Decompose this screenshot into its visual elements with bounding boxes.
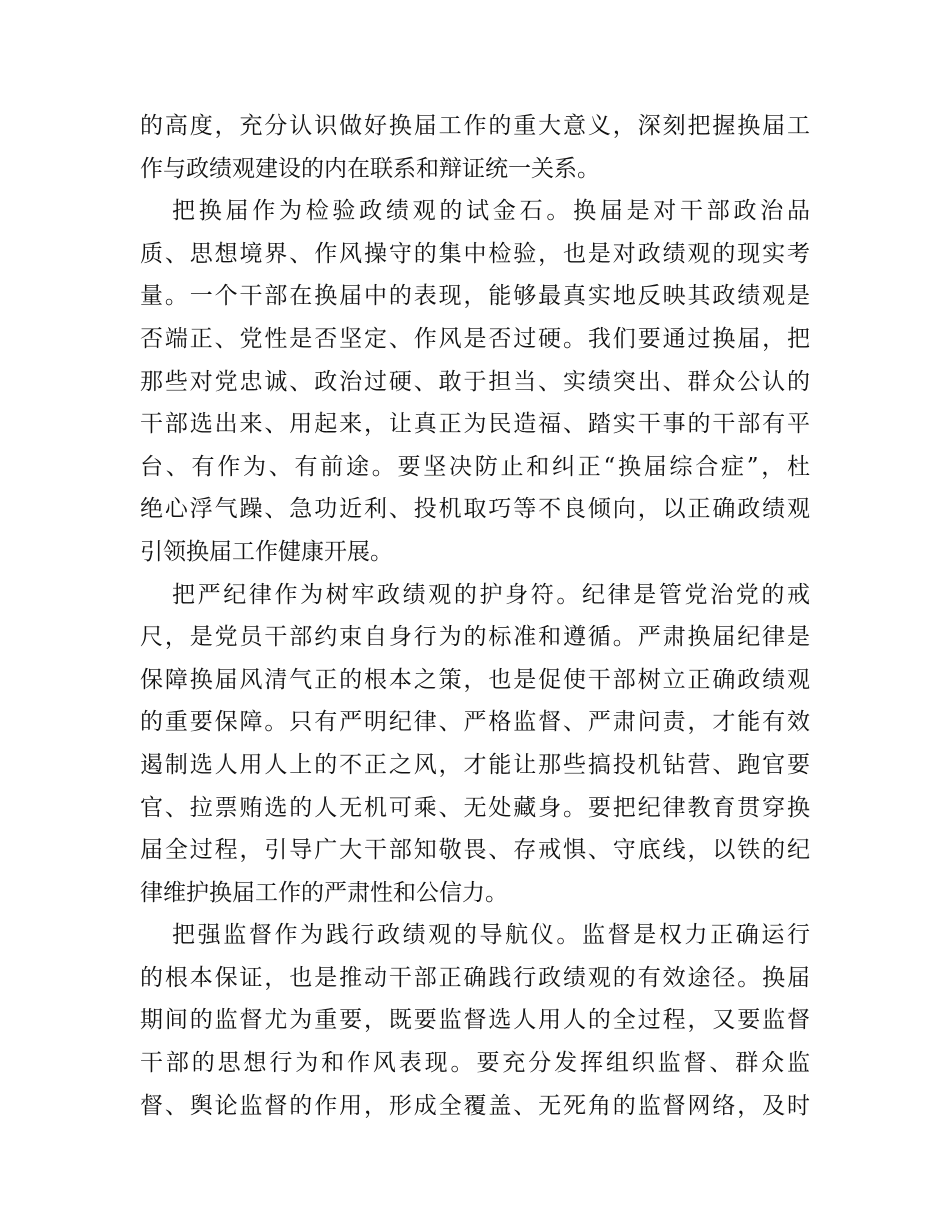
text-line: 绝心浮气躁、急功近利、投机取巧等不良倾向，以正确政绩观	[140, 496, 810, 523]
text-line: 把换届作为检验政绩观的试金石。换届是对干部政治品	[172, 198, 810, 225]
paragraph	[140, 574, 810, 915]
text-line: 届全过程，引导广大干部知敬畏、存戒惧、守底线，以铁的纪	[140, 837, 810, 864]
paragraph	[140, 105, 810, 190]
text-line: 干部选出来、用起来，让真正为民造福、踏实干事的干部有平	[140, 411, 810, 438]
text-line: 督、舆论监督的作用，形成全覆盖、无死角的监督网络，及时	[140, 1092, 810, 1119]
text-line: 台、有作为、有前途。要坚决防止和纠正“换届综合症”，杜	[140, 453, 810, 480]
text-line: 律维护换届工作的严肃性和公信力。	[140, 879, 508, 906]
text-line: 引领换届工作健康开展。	[140, 538, 393, 565]
text-line: 把严纪律作为树牢政绩观的护身符。纪律是管党治党的戒	[172, 581, 810, 608]
text-line: 遏制选人用人上的不正之风，才能让那些搞投机钻营、跑官要	[140, 751, 810, 778]
text-line: 保障换届风清气正的根本之策，也是促使干部树立正确政绩观	[140, 666, 810, 693]
text-line: 的高度，充分认识做好换届工作的重大意义，深刻把握换届工	[140, 113, 810, 139]
text-line: 的根本保证，也是推动干部正确践行政绩观的有效途径。换届	[140, 964, 810, 991]
text-line: 否端正、党性是否坚定、作风是否过硬。我们要通过换届，把	[140, 325, 810, 352]
paragraph	[140, 190, 810, 573]
document-body	[140, 105, 810, 1127]
text-line: 把强监督作为践行政绩观的导航仪。监督是权力正确运行	[172, 922, 810, 949]
text-line: 质、思想境界、作风操守的集中检验，也是对政绩观的现实考	[140, 240, 810, 267]
text-line: 尺，是党员干部约束自身行为的标准和遵循。严肃换届纪律是	[140, 624, 810, 651]
text-line: 官、拉票贿选的人无机可乘、无处藏身。要把纪律教育贯穿换	[140, 794, 810, 821]
text-line: 作与政绩观建设的内在联系和辩证统一关系。	[140, 155, 600, 182]
text-line: 干部的思想行为和作风表现。要充分发挥组织监督、群众监	[140, 1050, 810, 1077]
text-line: 那些对党忠诚、政治过硬、敢于担当、实绩突出、群众公认的	[140, 368, 810, 395]
text-line: 期间的监督尤为重要，既要监督选人用人的全过程，又要监督	[140, 1007, 810, 1034]
paragraph	[140, 914, 810, 1127]
text-line: 量。一个干部在换届中的表现，能够最真实地反映其政绩观是	[140, 283, 810, 310]
text-line: 的重要保障。只有严明纪律、严格监督、严肃问责，才能有效	[140, 709, 810, 736]
